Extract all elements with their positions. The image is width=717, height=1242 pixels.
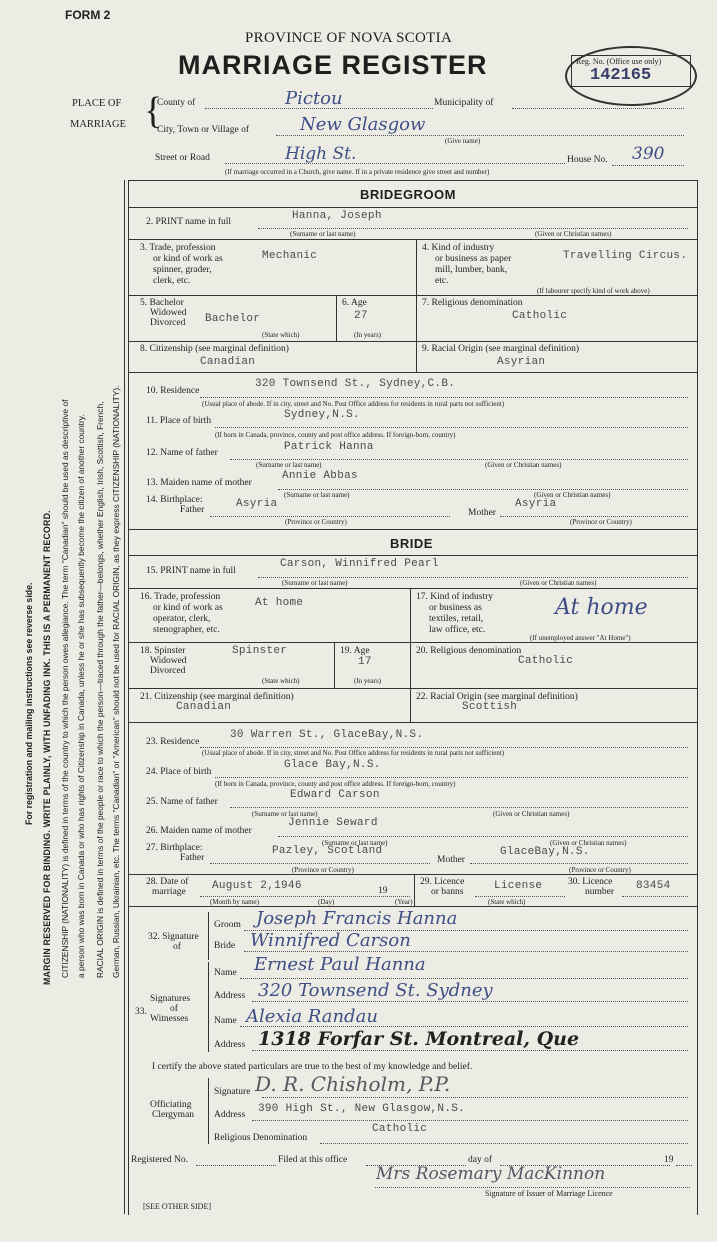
bride-birthplace: Glace Bay,N.S.	[284, 759, 381, 771]
bride-racial-origin: Scottish	[462, 701, 518, 713]
groom-name: Hanna, Joseph	[292, 210, 382, 222]
groom-racial-origin: Asyrian	[497, 356, 546, 368]
groom-father: Patrick Hanna	[284, 441, 374, 453]
reg-label: Reg. No. (Office use only)	[576, 57, 662, 66]
margin-racial-def: RACIAL ORIGIN is defined in terms of the people or race to which the person—traced through the father—belongs, whether English, Irish, Scottish, French,	[95, 401, 105, 978]
bride-heading: BRIDE	[390, 536, 433, 551]
see-other-side: [SEE OTHER SIDE]	[143, 1202, 211, 1211]
groom-birthplace: Sydney,N.S.	[284, 409, 360, 421]
bride-residence: 30 Warren St., GlaceBay,N.S.	[230, 729, 424, 741]
groom-name-label: 2. PRINT name in full	[146, 217, 232, 227]
street-value: High St.	[285, 144, 357, 164]
bride-trade: At home	[255, 597, 304, 609]
witness-1-name: Ernest Paul Hanna	[254, 954, 426, 975]
groom-signature: Joseph Francis Hanna	[256, 908, 458, 929]
place-note: (If marriage occurred in a Church, give name. If in a private residence give street and number)	[225, 168, 490, 176]
licence-number: 83454	[636, 880, 671, 892]
place-label-1: PLACE OF	[72, 98, 122, 109]
groom-industry: Travelling Circus.	[563, 250, 688, 262]
bride-status: Spinster	[232, 645, 288, 657]
clergy-address: 390 High St., New Glasgow,N.S.	[258, 1103, 466, 1115]
groom-religion: Catholic	[512, 310, 568, 322]
marriage-date: August 2,1946	[212, 880, 302, 892]
witness-2-name: Alexia Randau	[246, 1006, 378, 1027]
bridegroom-heading: BRIDEGROOM	[360, 187, 456, 202]
bride-religion: Catholic	[518, 655, 574, 667]
margin-instructions: For registration and mailing instructions see reverse side.	[24, 582, 34, 825]
groom-residence: 320 Townsend St., Sydney,C.B.	[255, 378, 456, 390]
margin-racial-def-2: German, Russian, Ukrainian, etc. The terms "Canadian" or "American" should not be used for RACIAL ORIGIN, as they express CITIZENSHIP (NATIONALITY).	[111, 385, 121, 978]
bride-age: 17	[358, 656, 372, 668]
licence-or-banns: License	[494, 880, 543, 892]
bride-father-birthplace: Pazley, Scotland	[272, 845, 383, 857]
groom-status: Bachelor	[205, 313, 261, 325]
margin-citizenship-def: CITIZENSHIP (NATIONALITY) is defined in terms of the country to which the person owes allegiance. The term "Canadian" should be used as descriptive of	[60, 399, 70, 978]
groom-citizenship: Canadian	[200, 356, 256, 368]
city-label: City, Town or Village of	[157, 125, 249, 135]
witness-1-address: 320 Townsend St. Sydney	[258, 980, 493, 1001]
groom-mother: Annie Abbas	[282, 470, 358, 482]
county-label: County of	[157, 98, 196, 108]
bride-mother-birthplace: GlaceBay,N.S.	[500, 846, 590, 858]
bride-father: Edward Carson	[290, 789, 380, 801]
clergy-signature: D. R. Chisholm, P.P.	[255, 1072, 451, 1096]
give-name-caption: (Give name)	[445, 137, 481, 145]
house-label: House No.	[567, 155, 608, 165]
municipality-label: Municipality of	[434, 98, 494, 108]
page-title: MARRIAGE REGISTER	[178, 50, 488, 80]
place-brace: {	[144, 90, 163, 132]
clergy-denomination: Catholic	[372, 1123, 428, 1135]
certification: I certify the above stated particulars are true to the best of my knowledge and belief.	[152, 1062, 473, 1072]
bride-industry: At home	[555, 595, 648, 620]
margin-binding-note: MARGIN RESERVED FOR BINDING. WRITE PLAINLY, WITH UNFADING INK. THIS IS A PERMANENT RECORD.	[42, 510, 52, 985]
groom-father-birthplace: Asyria	[236, 498, 278, 510]
reg-number: 142165	[590, 66, 652, 85]
groom-mother-birthplace: Asyria	[515, 498, 557, 510]
county-value: Pictou	[285, 88, 343, 109]
witness-2-address: 1318 Forfar St. Montreal, Que	[258, 1028, 580, 1050]
bride-mother: Jennie Seward	[288, 817, 378, 829]
form-number: FORM 2	[65, 8, 111, 22]
groom-trade: Mechanic	[262, 250, 318, 262]
street-label: Street or Road	[155, 153, 210, 163]
city-value: New Glasgow	[300, 114, 426, 135]
issuer-signature: Mrs Rosemary MacKinnon	[376, 1164, 606, 1184]
province-heading: PROVINCE OF NOVA SCOTIA	[245, 30, 453, 46]
margin-citizenship-def-2: a person who was born in Canada or who has rights of Citizenship in Canada, unless he or she has subsequently become the citizen of another country.	[76, 414, 86, 978]
bride-name: Carson, Winnifred Pearl	[280, 558, 439, 570]
place-label-2: MARRIAGE	[70, 119, 127, 130]
groom-age: 27	[354, 310, 368, 322]
house-value: 390	[632, 144, 665, 164]
bride-signature: Winnifred Carson	[250, 930, 411, 951]
bride-citizenship: Canadian	[176, 701, 232, 713]
